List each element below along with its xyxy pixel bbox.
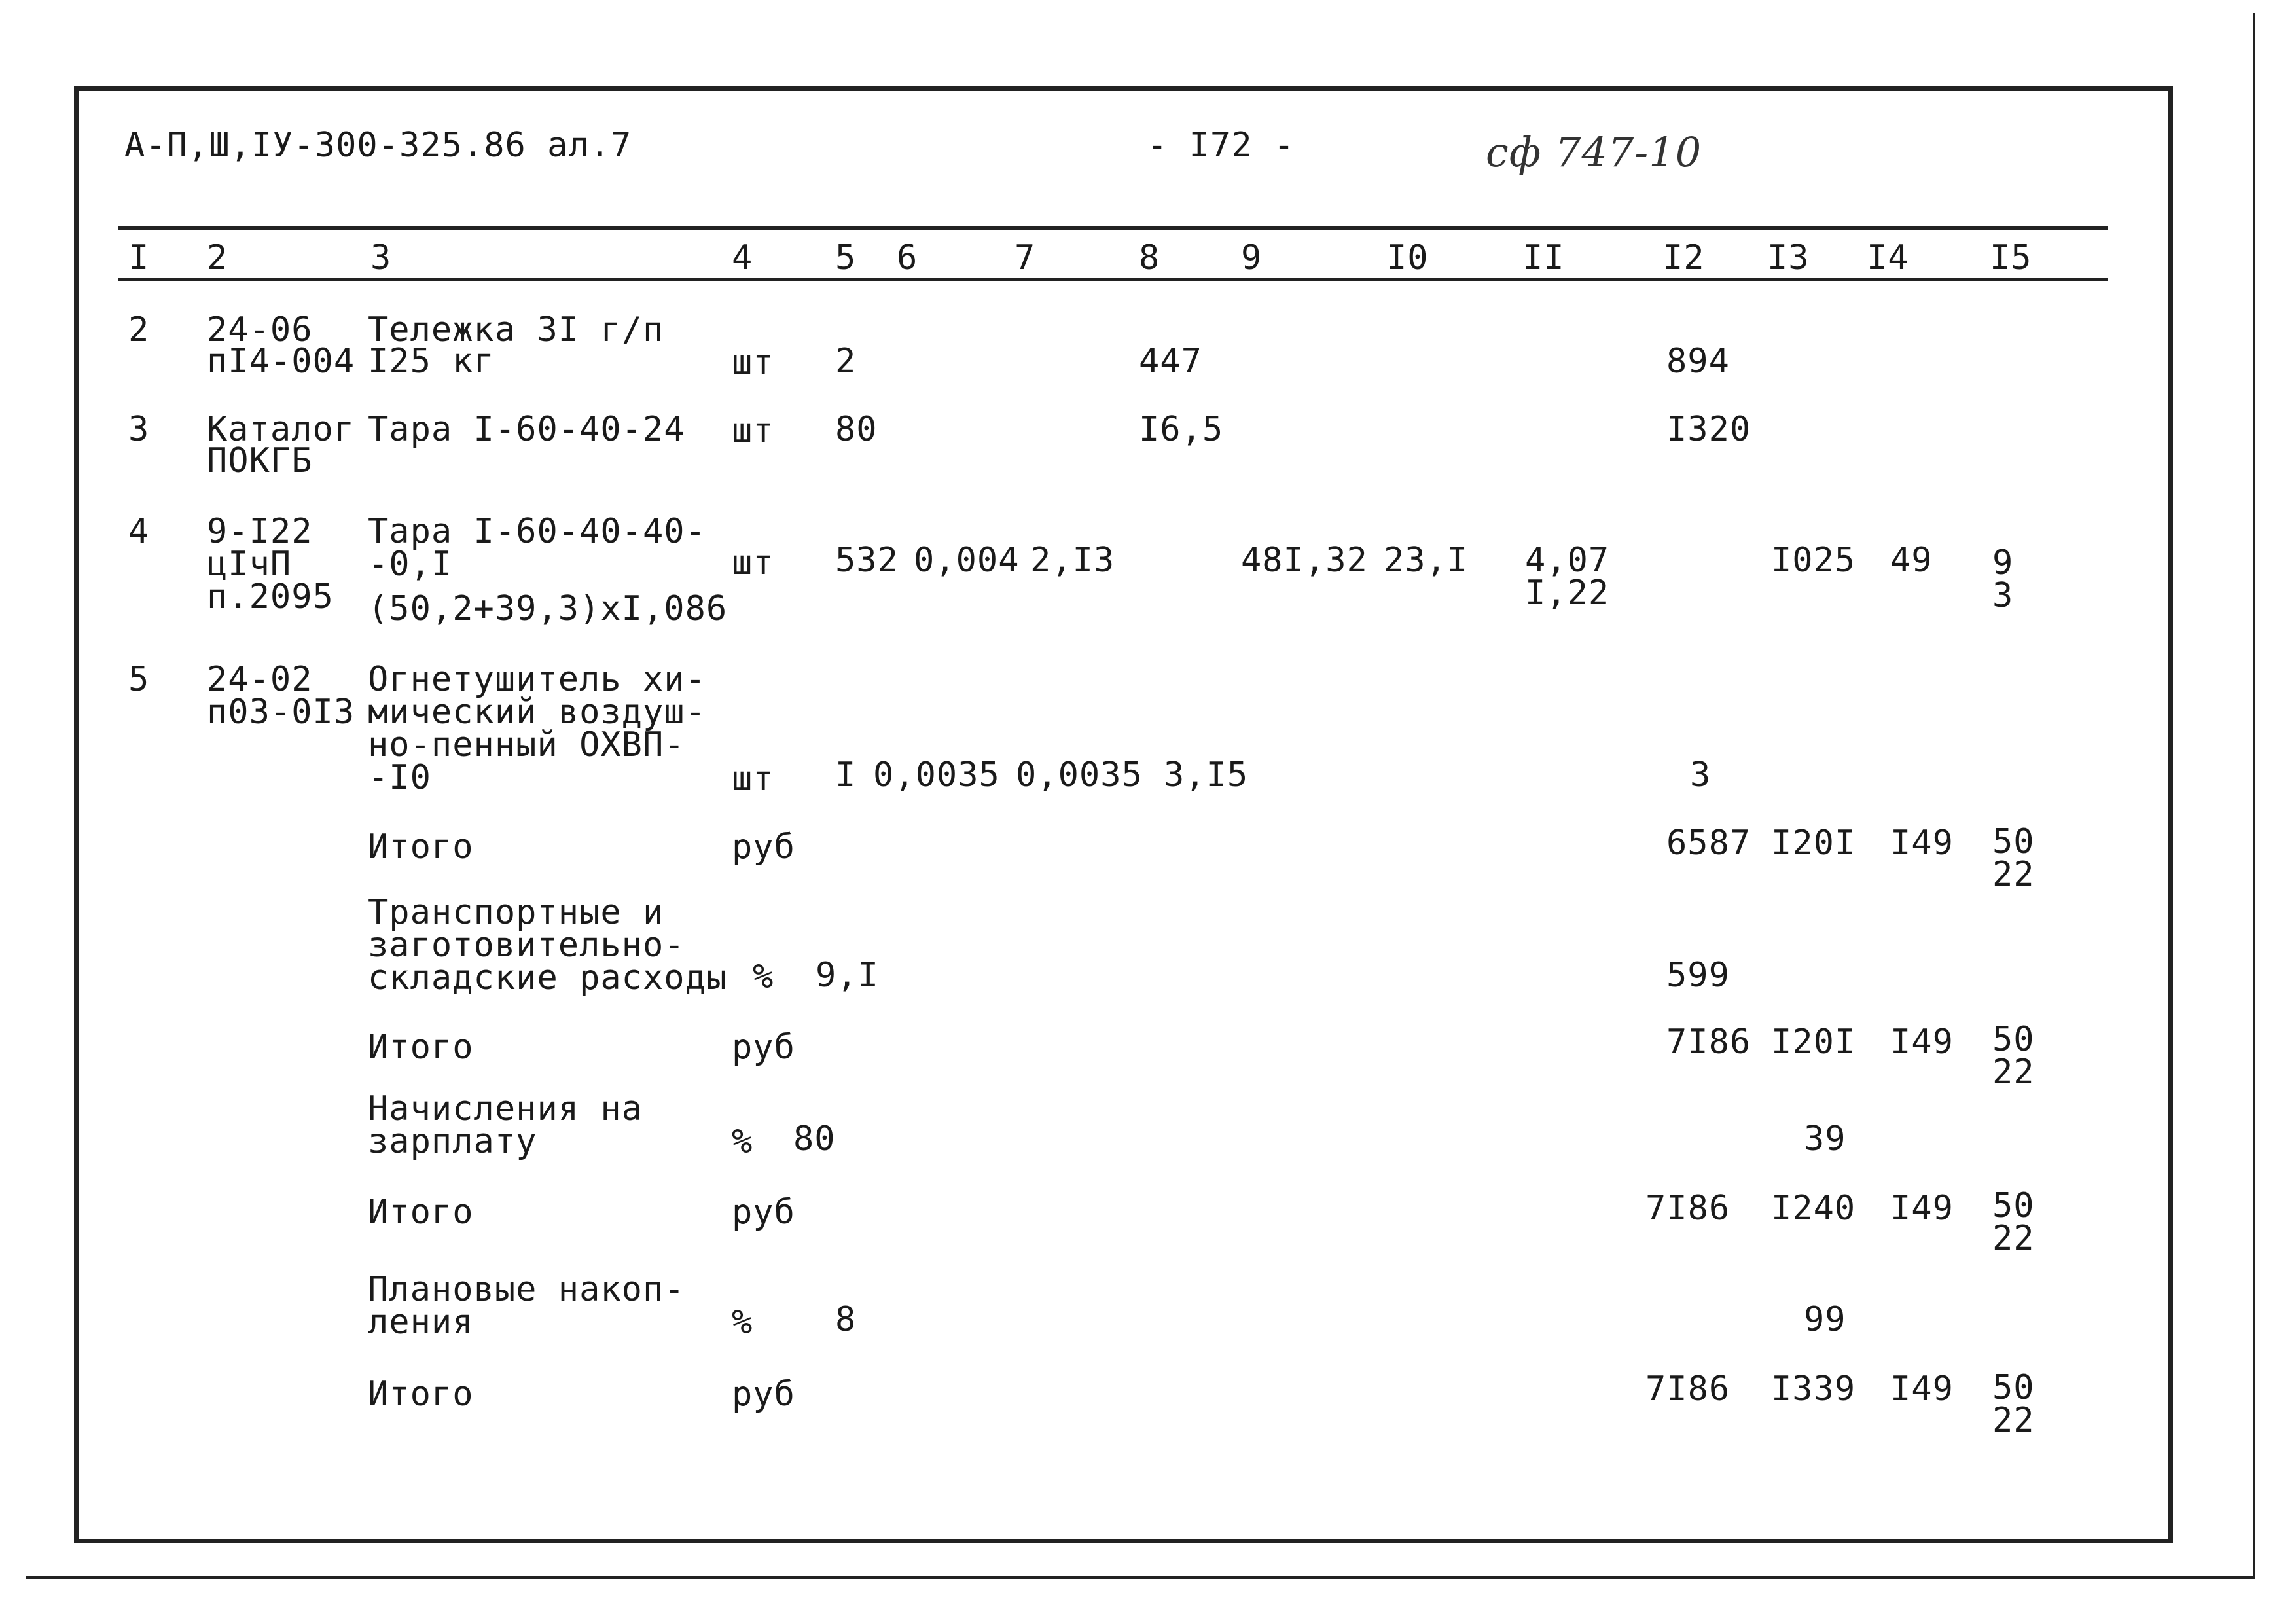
- value: 23,I: [1384, 541, 1469, 580]
- value: 894: [1666, 342, 1730, 381]
- column-header: 9: [1241, 238, 1263, 278]
- unit: %: [753, 957, 774, 996]
- row-number: 5: [128, 660, 150, 699]
- value: 7I86: [1666, 1022, 1751, 1062]
- rate: 8: [835, 1300, 857, 1339]
- value: I49: [1890, 1369, 1954, 1409]
- item-name: -I0: [368, 758, 431, 797]
- value: I240: [1771, 1189, 1856, 1228]
- value: I20I: [1771, 823, 1856, 863]
- unit: руб: [732, 1375, 795, 1414]
- price-code: Каталог: [207, 410, 355, 449]
- value: I20I: [1771, 1022, 1856, 1062]
- row-number: 2: [128, 310, 150, 350]
- row-number: 3: [128, 410, 150, 449]
- value: 50: [1992, 1020, 2035, 1059]
- unit: руб: [732, 1028, 795, 1067]
- unit: руб: [732, 1193, 795, 1232]
- column-header: I3: [1767, 238, 1810, 278]
- value: 0,0035: [873, 755, 1000, 795]
- unit: шт: [732, 543, 774, 583]
- price-code: 9-I22: [207, 512, 313, 551]
- summary-label: ления: [368, 1303, 474, 1342]
- value: 2,I3: [1030, 541, 1115, 580]
- column-header: 2: [207, 238, 228, 278]
- unit: %: [732, 1122, 753, 1161]
- item-name: мический воздуш-: [368, 693, 706, 732]
- item-name: (50,2+39,3)хI,086: [368, 589, 728, 628]
- value: 7I86: [1645, 1369, 1731, 1409]
- unit: шт: [732, 411, 774, 450]
- column-header: 8: [1139, 238, 1160, 278]
- value: I,22: [1525, 573, 1610, 613]
- value: 49: [1890, 541, 1933, 580]
- price-code: 24-06: [207, 310, 313, 350]
- summary-label: Итого: [368, 827, 474, 867]
- summary-label: Итого: [368, 1028, 474, 1067]
- item-name: Тара I-60-40-40-: [368, 512, 706, 551]
- price-code: ПОКГБ: [207, 441, 313, 480]
- summary-label: Плановые накоп-: [368, 1270, 685, 1309]
- value: 9: [1992, 543, 2014, 583]
- page-bottom-edge: [26, 1576, 2255, 1579]
- value: 4,07: [1525, 541, 1610, 580]
- value: 50: [1992, 1186, 2035, 1225]
- summary-label: зарплату: [368, 1122, 537, 1161]
- unit: шт: [732, 343, 774, 382]
- column-header: I4: [1867, 238, 1909, 278]
- item-name: Огнетушитель хи-: [368, 660, 706, 699]
- rate: 9,I: [816, 956, 879, 995]
- summary-label: складские расходы: [368, 958, 728, 998]
- column-header: 7: [1014, 238, 1036, 278]
- item-name: Тележка 3I г/п: [368, 310, 664, 350]
- item-name: но-пенный ОХВП-: [368, 725, 685, 765]
- price-code: пI4-004: [207, 342, 355, 381]
- quantity: I: [835, 755, 857, 795]
- unit: руб: [732, 827, 795, 867]
- header-rule-top: [118, 226, 2108, 230]
- handwritten-reference: сф 747-10: [1486, 128, 1702, 176]
- value: 599: [1666, 956, 1730, 995]
- page-right-edge: [2253, 13, 2255, 1578]
- item-name: I25 кг: [368, 342, 495, 381]
- value: I320: [1666, 410, 1751, 449]
- value: 22: [1992, 1219, 2035, 1258]
- unit: шт: [732, 759, 774, 799]
- item-name: -0,I: [368, 545, 453, 584]
- value: I49: [1890, 1189, 1954, 1228]
- column-header: II: [1522, 238, 1565, 278]
- summary-label: заготовительно-: [368, 926, 685, 965]
- value: 22: [1992, 1053, 2035, 1092]
- value: 6587: [1666, 823, 1751, 863]
- value: 447: [1139, 342, 1202, 381]
- column-header: 5: [835, 238, 857, 278]
- value: I339: [1771, 1369, 1856, 1409]
- price-code: п.2095: [207, 577, 334, 617]
- value: 99: [1804, 1300, 1846, 1339]
- column-header: I0: [1386, 238, 1429, 278]
- column-header: I2: [1662, 238, 1705, 278]
- column-header: I: [128, 238, 150, 278]
- header-rule-bottom: [118, 278, 2108, 281]
- value: 0,004: [914, 541, 1020, 580]
- value: 48I,32: [1241, 541, 1368, 580]
- value: 22: [1992, 1401, 2035, 1440]
- column-header: 6: [897, 238, 918, 278]
- summary-label: Итого: [368, 1375, 474, 1414]
- value: 50: [1992, 822, 2035, 861]
- document-code: А-П,Ш,IУ-300-325.86 ал.7: [124, 126, 632, 165]
- unit: %: [732, 1303, 753, 1342]
- value: 3: [1690, 755, 1712, 795]
- value: I025: [1771, 541, 1856, 580]
- quantity: 532: [835, 541, 899, 580]
- value: I49: [1890, 823, 1954, 863]
- summary-label: Транспортные и: [368, 893, 664, 932]
- value: 50: [1992, 1368, 2035, 1407]
- price-code: 24-02: [207, 660, 313, 699]
- price-code: цIчП: [207, 545, 292, 584]
- item-name: Тара I-60-40-24: [368, 410, 685, 449]
- column-header: 3: [370, 238, 392, 278]
- summary-label: Итого: [368, 1193, 474, 1232]
- value: 0,0035: [1016, 755, 1143, 795]
- value: I49: [1890, 1022, 1954, 1062]
- value: 22: [1992, 855, 2035, 894]
- column-header: 4: [732, 238, 753, 278]
- value: 3: [1992, 576, 2014, 615]
- quantity: 2: [835, 342, 857, 381]
- rate: 80: [793, 1119, 836, 1159]
- row-number: 4: [128, 512, 150, 551]
- value: 7I86: [1645, 1189, 1731, 1228]
- summary-label: Начисления на: [368, 1089, 643, 1128]
- value: 39: [1804, 1119, 1846, 1159]
- column-header: I5: [1990, 238, 2032, 278]
- value: I6,5: [1139, 410, 1224, 449]
- quantity: 80: [835, 410, 878, 449]
- value: 3,I5: [1164, 755, 1249, 795]
- price-code: п03-0I3: [207, 693, 355, 732]
- page-number: - I72 -: [1147, 126, 1295, 165]
